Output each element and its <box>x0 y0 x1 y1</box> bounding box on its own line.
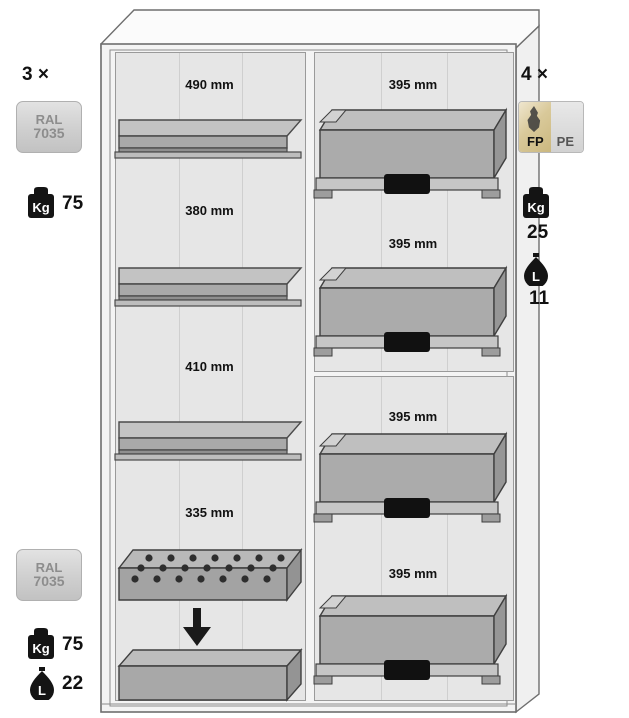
material-fp-label: FP <box>527 134 544 149</box>
left-shelf-dim-1: 490 mm <box>185 77 234 92</box>
left-bottom-volume-value: 22 <box>62 673 84 694</box>
volume-liter-icon <box>28 666 56 700</box>
ral-value-2: 7035 <box>33 573 65 590</box>
right-weight-value: 25 <box>527 222 549 243</box>
weight-kg-icon-2 <box>26 627 56 661</box>
svg-text:L: L <box>532 269 540 284</box>
left-bottom-weight-value: 75 <box>62 634 84 655</box>
right-bottom-tray-dim-1: 395 mm <box>388 409 438 424</box>
ral-label: RAL <box>35 111 63 127</box>
left-shelf-dim-4: 335 mm <box>185 505 234 520</box>
svg-text:Kg: Kg <box>527 200 545 215</box>
svg-text:Kg: Kg <box>32 200 50 215</box>
weight-kg-icon-3 <box>521 186 551 220</box>
right-trays-svg <box>306 52 520 702</box>
left-top-count: 3 × <box>22 64 49 85</box>
left-top-ral-badge <box>16 101 82 153</box>
right-top-tray-dim-1: 395 mm <box>388 77 438 92</box>
left-bottom-ral-badge <box>16 549 82 601</box>
material-pe-label: PE <box>556 134 574 149</box>
right-volume-value: 11 <box>529 288 550 309</box>
right-top-tray-dim-2: 395 mm <box>388 236 438 251</box>
right-bottom-tray-dim-2: 395 mm <box>388 566 438 581</box>
ral-value: 7035 <box>33 125 65 142</box>
flame-icon <box>525 106 543 132</box>
left-top-weight-value: 75 <box>62 193 84 214</box>
left-shelves-svg <box>105 52 315 702</box>
svg-text:L: L <box>38 683 46 698</box>
svg-text:Kg: Kg <box>32 641 50 656</box>
weight-kg-icon <box>26 186 56 220</box>
fp-pe-material-badge <box>518 101 584 153</box>
left-shelf-dim-2: 380 mm <box>185 203 234 218</box>
volume-liter-icon-2 <box>522 252 550 286</box>
ral-label-2: RAL <box>35 559 63 575</box>
left-shelf-dim-3: 410 mm <box>185 359 234 374</box>
right-count: 4 × <box>521 64 548 85</box>
